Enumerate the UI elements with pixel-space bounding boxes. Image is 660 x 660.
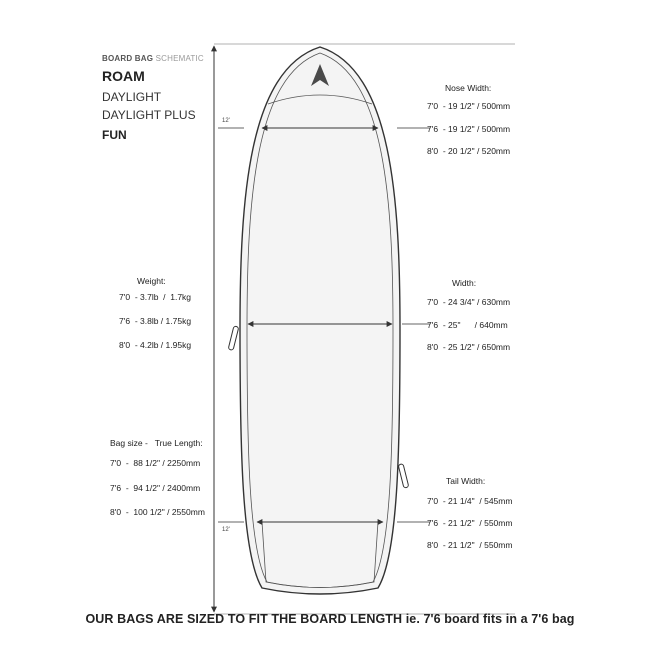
bag-size-row: 8'0 - 100 1/2" / 2550mm [110, 507, 205, 517]
tail-width-row: 7'0 - 21 1/4" / 545mm [427, 496, 513, 506]
bag-size-row: 7'0 - 88 1/2" / 2250mm [110, 458, 201, 468]
weight-row: 7'0 - 3.7lb / 1.7kg [119, 292, 192, 302]
zipper-pull-left-icon [228, 326, 239, 350]
width-row: 7'6 - 25" / 640mm [427, 320, 508, 330]
footer-note: OUR BAGS ARE SIZED TO FIT THE BOARD LENGTH ie. 7'6 board fits in a 7'6 bag [85, 612, 575, 626]
model-fun: FUN [102, 128, 127, 142]
zipper-pull-right-icon [398, 464, 409, 488]
model-roam: ROAM [102, 68, 145, 84]
nose-width-title: Nose Width: [445, 83, 492, 93]
tail-width-row: 7'6 - 21 1/2" / 550mm [427, 518, 513, 528]
tail-width-row: 8'0 - 21 1/2" / 550mm [427, 540, 513, 550]
bag-size-row: 7'6 - 94 1/2" / 2400mm [110, 483, 201, 493]
bag-size-title: Bag size - True Length: [110, 438, 203, 448]
schematic-title-light: SCHEMATIC [155, 54, 204, 63]
model-daylight-plus: DAYLIGHT PLUS [102, 108, 196, 122]
width-title: Width: [452, 278, 477, 288]
nose-width-row: 7'0 - 19 1/2" / 500mm [427, 101, 511, 111]
model-daylight: DAYLIGHT [102, 90, 162, 104]
schematic-title [102, 54, 204, 63]
tail-width-title: Tail Width: [446, 476, 486, 486]
bag-outline [240, 47, 400, 594]
nose-width-row: 7'6 - 19 1/2" / 500mm [427, 124, 511, 134]
weight-title: Weight: [137, 276, 166, 286]
width-row: 7'0 - 24 3/4" / 630mm [427, 297, 511, 307]
nose-width-row: 8'0 - 20 1/2" / 520mm [427, 146, 511, 156]
width-row: 8'0 - 25 1/2" / 650mm [427, 342, 511, 352]
weight-row: 8'0 - 4.2lb / 1.95kg [119, 340, 192, 350]
schematic-title-bold: BOARD BAG [102, 54, 154, 63]
weight-row: 7'6 - 3.8lb / 1.75kg [119, 316, 192, 326]
top-inset-label: 12' [222, 118, 230, 124]
bottom-inset-label: 12' [222, 527, 230, 533]
